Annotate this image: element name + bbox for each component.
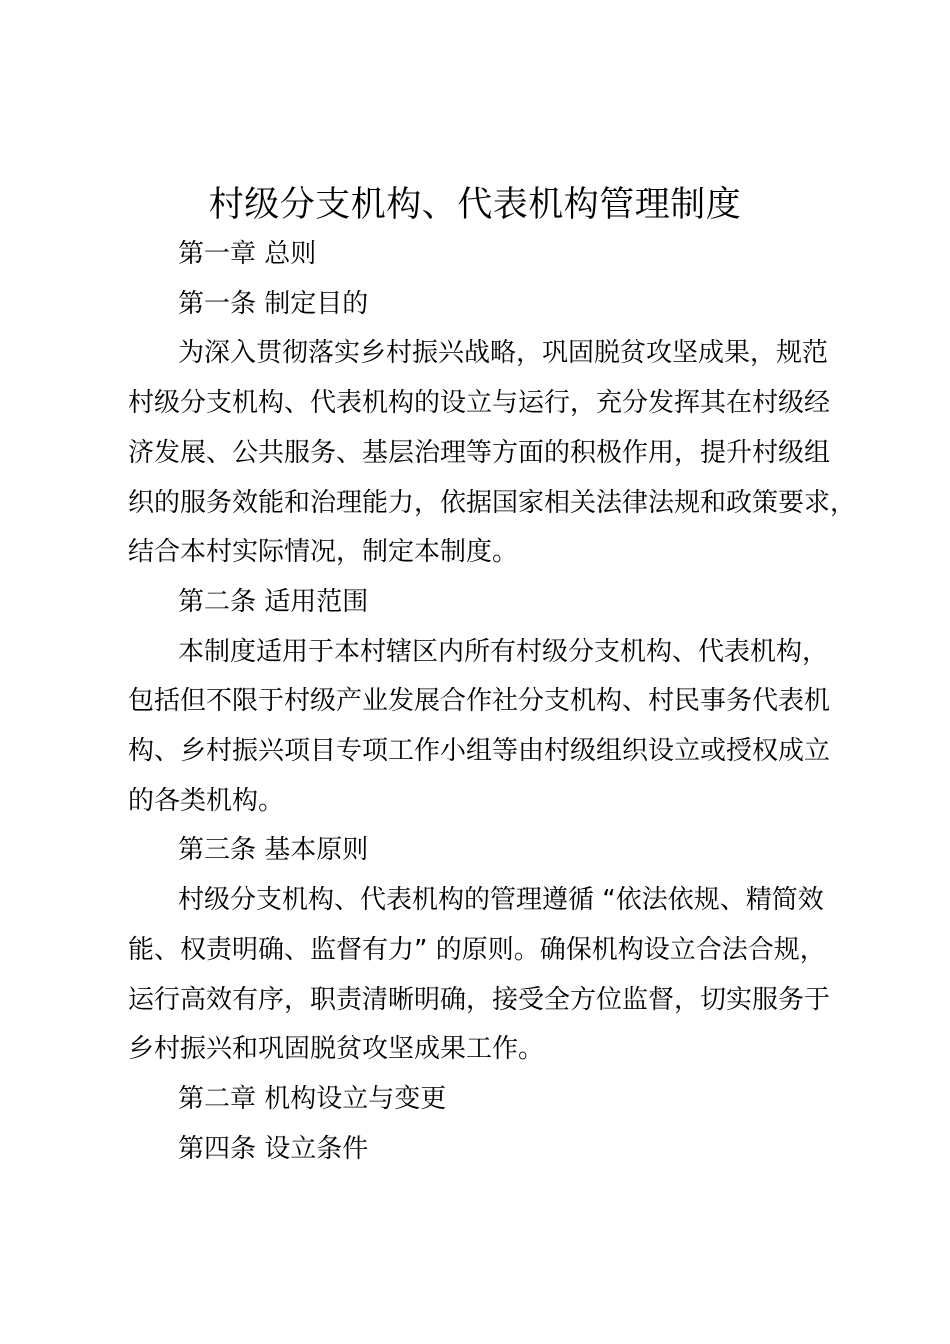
article-heading: 第二条 适用范围 — [178, 586, 369, 617]
article-paragraph — [128, 628, 836, 827]
paragraph-line: 村级分支机构、代表机构的设立与运行，充分发挥其在村级经 — [128, 388, 831, 419]
article-heading: 第四条 设立条件 — [178, 1133, 369, 1164]
paragraph-line: 结合本村实际情况，制定本制度。 — [128, 537, 519, 568]
paragraph-line: 的各类机构。 — [128, 785, 285, 816]
paragraph-line: 包括但不限于村级产业发展合作社分支机构、村民事务代表机 — [128, 686, 831, 717]
article-heading: 第一条 制定目的 — [178, 288, 369, 319]
paragraph-line: 济发展、公共服务、基层治理等方面的积极作用，提升村级组 — [128, 437, 831, 468]
document-body — [128, 230, 857, 1174]
paragraph-line: 乡村振兴和巩固脱贫攻坚成果工作。 — [128, 1034, 545, 1065]
paragraph-line: 织的服务效能和治理能力，依据国家相关法律法规和政策要求， — [128, 487, 857, 518]
paragraph-line: 能、权责明确、监督有力” 的原则。确保机构设立合法合规， — [128, 934, 826, 965]
article-paragraph — [128, 329, 857, 578]
paragraph-line: 本制度适用于本村辖区内所有村级分支机构、代表机构， — [178, 636, 829, 667]
paragraph-line: 构、乡村振兴项目专项工作小组等由村级组织设立或授权成立 — [128, 736, 831, 767]
article-heading: 第三条 基本原则 — [178, 835, 369, 866]
paragraph-line: 为深入贯彻落实乡村振兴战略，巩固脱贫攻坚成果，规范 — [178, 338, 829, 369]
chapter-heading: 第一章 总则 — [178, 239, 317, 269]
paragraph-line: 村级分支机构、代表机构的管理遵循 “依法依规、精简效 — [178, 885, 824, 916]
document-title: 村级分支机构、代表机构管理制度 — [208, 185, 742, 225]
article-paragraph — [128, 876, 836, 1075]
chapter-heading: 第二章 机构设立与变更 — [178, 1083, 447, 1114]
paragraph-line: 运行高效有序，职责清晰明确，接受全方位监督，切实服务于 — [128, 984, 831, 1015]
